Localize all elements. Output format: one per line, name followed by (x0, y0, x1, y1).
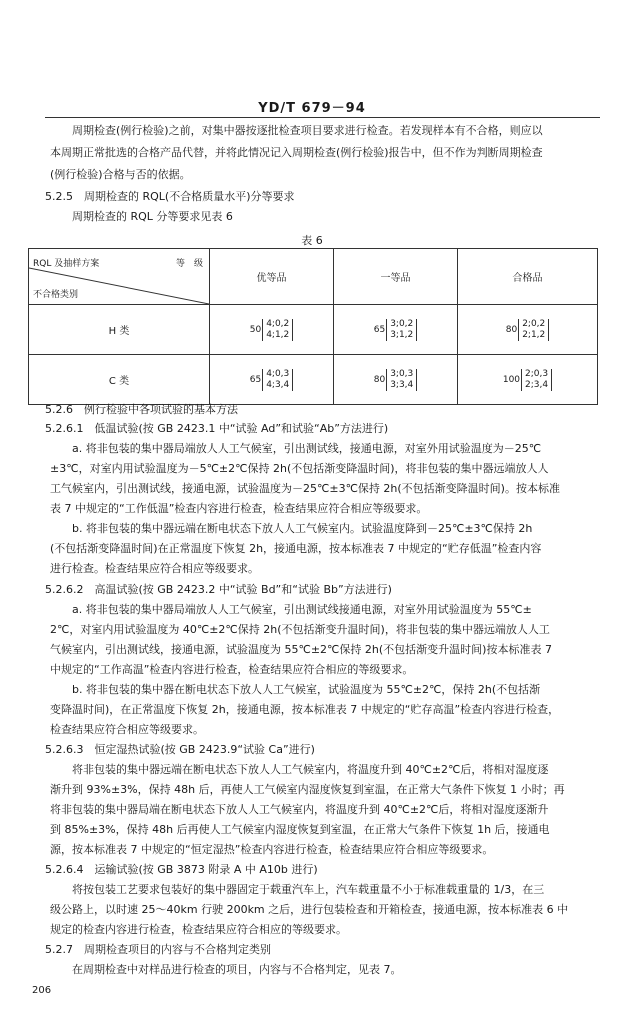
rql-plan-top: 4;0,2 (266, 318, 290, 329)
paragraph-line: (不包括渐变降温时间)在正常温度下恢复 2h，接通电源，按本标准表 7 中规定的“贮存低温”检查内容 (50, 542, 542, 555)
category-cell: C 类 (29, 355, 210, 405)
rql-cell (458, 355, 598, 405)
page-header: YD/T 679－94 (258, 101, 366, 116)
paragraph-line: 在周期检查中对样品进行检查的项目，内容与不合格判定，见表 7。 (72, 963, 402, 976)
rql-cell (334, 355, 458, 405)
header-grade-label: 等 级 (175, 258, 203, 269)
paragraph-line: 将按包装工艺要求包装好的集中器固定于载重汽车上，汽车载重量不小于标准载重量的 1/3，在三 (72, 883, 545, 896)
paragraph-line: 将非包装的集中器远端在断电状态下放人人工气候室内，将温度升到 40℃±2℃后，将相对湿度逐 (72, 763, 549, 776)
rql-plan-top: 2;0,3 (525, 368, 549, 379)
paragraph-line: 源，按本标准表 7 中规定的“恒定湿热”检查内容进行检查，检查结果应符合相应等级要求。 (50, 843, 494, 856)
rql-plan-top: 3;0,2 (390, 318, 414, 329)
paragraph-line: b. 将非包装的集中器远端在断电状态下放人人工气候室内。试验温度降到－25℃±3℃保持 2h (72, 522, 533, 535)
header-rule (45, 117, 600, 118)
section-heading: 5.2.6.3 恒定湿热试验(按 GB 2423.9“试验 Ca”进行) (45, 743, 315, 756)
paragraph-line: 2℃，对室内用试验温度为 40℃±2℃保持 2h(不包括渐变升温时间)，将非包装的集中器远端放人人工 (50, 623, 550, 636)
paragraph-line: 中规定的“工作高温”检查内容进行检查，检查结果应符合相应的等级要求。 (50, 663, 414, 676)
category-cell: H 类 (29, 305, 210, 355)
section-heading: 5.2.6.2 高温试验(按 GB 2423.2 中“试验 Bd”和“试验 Bb”方法进行) (45, 583, 392, 596)
table-diagonal-header (29, 250, 209, 304)
section-heading: 5.2.6.4 运输试验(按 GB 3873 附录 A 中 A10b 进行) (45, 863, 318, 876)
paragraph-line: (例行检验)合格与否的依据。 (50, 168, 191, 181)
paragraph-line: 气候室内，引出测试线，接通电源，试验温度为 55℃±2℃保持 2h(不包括渐变升温时间)按本标准表 7 (50, 643, 552, 656)
rql-plan-top: 4;0,3 (266, 368, 290, 379)
paragraph-line: 进行检查。检查结果应符合相应等级要求。 (50, 562, 259, 575)
rql-plan-bottom: 3;1,2 (390, 329, 414, 340)
grade-header: 合格品 (458, 249, 598, 305)
rql-cell (334, 305, 458, 355)
paragraph-line: 将非包装的集中器局端在断电状态下放人人工气候室内，将温度升到 40℃±2℃后，将相对湿度逐渐升 (50, 803, 549, 816)
paragraph-line: 周期检查(例行检验)之前，对集中器按逐批检查项目要求进行检查。若发现样本有不合格，则应以 (72, 124, 543, 137)
paragraph-line: a. 将非包装的集中器局端放人人工气候室，引出测试线，接通电源，对室外用试验温度为－25℃ (72, 442, 542, 455)
rql-value: 65 (373, 324, 386, 335)
paragraph-line: ±3℃，对室内用试验温度为－5℃±2℃保持 2h(不包括渐变降温时间)，将非包装的集中器远端放人人 (50, 462, 549, 475)
rql-plan-bottom: 3;3,4 (390, 379, 414, 390)
rql-table (28, 248, 598, 405)
rql-value: 50 (249, 324, 262, 335)
paragraph-line: 规定的检查内容进行检查，检查结果应符合相应的等级要求。 (50, 923, 347, 936)
rql-cell (458, 305, 598, 355)
rql-plan-bottom: 2;3,4 (525, 379, 549, 390)
header-category-label: 不合格类别 (33, 289, 79, 300)
rql-plan-bottom: 4;1,2 (266, 329, 290, 340)
paragraph-line: b. 将非包装的集中器在断电状态下放人人工气候室，试验温度为 55℃±2℃，保持 2h(不包括渐 (72, 683, 541, 696)
grade-header: 优等品 (210, 249, 334, 305)
rql-plan-bottom: 4;3,4 (266, 379, 290, 390)
rql-value: 80 (373, 374, 386, 385)
table-caption: 表 6 (301, 234, 323, 247)
rql-value: 100 (502, 374, 521, 385)
section-heading: 5.2.6.1 低温试验(按 GB 2423.1 中“试验 Ad”和试验“Ab”方法进行) (45, 422, 389, 435)
paragraph-line: a. 将非包装的集中器局端放人人工气候室，引出测试线接通电源，对室外用试验温度为 55℃± (72, 603, 532, 616)
header-rql-label: RQL 及抽样方案 (33, 258, 100, 269)
rql-plan-bottom: 2;1,2 (522, 329, 546, 340)
section-heading: 5.2.6 例行检验中各项试验的基本方法 (45, 403, 238, 416)
rql-value: 80 (505, 324, 518, 335)
section-heading: 5.2.7 周期检查项目的内容与不合格判定类别 (45, 943, 271, 956)
rql-plan-top: 2;0,2 (522, 318, 546, 329)
rql-value: 65 (249, 374, 262, 385)
paragraph-line: 检查结果应符合相应等级要求。 (50, 723, 204, 736)
paragraph-line: 本周期正常批选的合格产品代替，并将此情况记入周期检查(例行检验)报告中，但不作为判断周期检查 (50, 146, 543, 159)
paragraph-line: 变降温时间)，在正常温度下恢复 2h，接通电源，按本标准表 7 中规定的“贮存高温”检查内容进行检查， (50, 703, 560, 716)
grade-header: 一等品 (334, 249, 458, 305)
paragraph-line: 渐升到 93%±3%，保持 48h 后，再使人工气候室内湿度恢复到室温，在正常大气条件下恢复 1 小时；再 (50, 783, 565, 796)
rql-cell (210, 355, 334, 405)
page-number: 206 (32, 985, 52, 996)
section-heading: 5.2.5 周期检查的 RQL(不合格质量水平)分等要求 (45, 190, 295, 203)
rql-plan-top: 3;0,3 (390, 368, 414, 379)
paragraph-line: 表 7 中规定的“工作低温”检查内容进行检查，检查结果应符合相应等级要求。 (50, 502, 428, 515)
paragraph-line: 级公路上，以时速 25～40km 行驶 200km 之后，进行包装检查和开箱检查，接通电源，按本标准表 6 中 (50, 903, 569, 916)
rql-cell (210, 305, 334, 355)
paragraph-line: 工气候室内，引出测试线，接通电源，试验温度为－25℃±3℃保持 2h(不包括渐变降温时间)。按本标准 (50, 482, 560, 495)
paragraph-line: 周期检查的 RQL 分等要求见表 6 (72, 210, 233, 223)
paragraph-line: 到 85%±3%，保持 48h 后再使人工气候室内湿度恢复到室温，在正常大气条件下恢复 1h 后，接通电 (50, 823, 550, 836)
